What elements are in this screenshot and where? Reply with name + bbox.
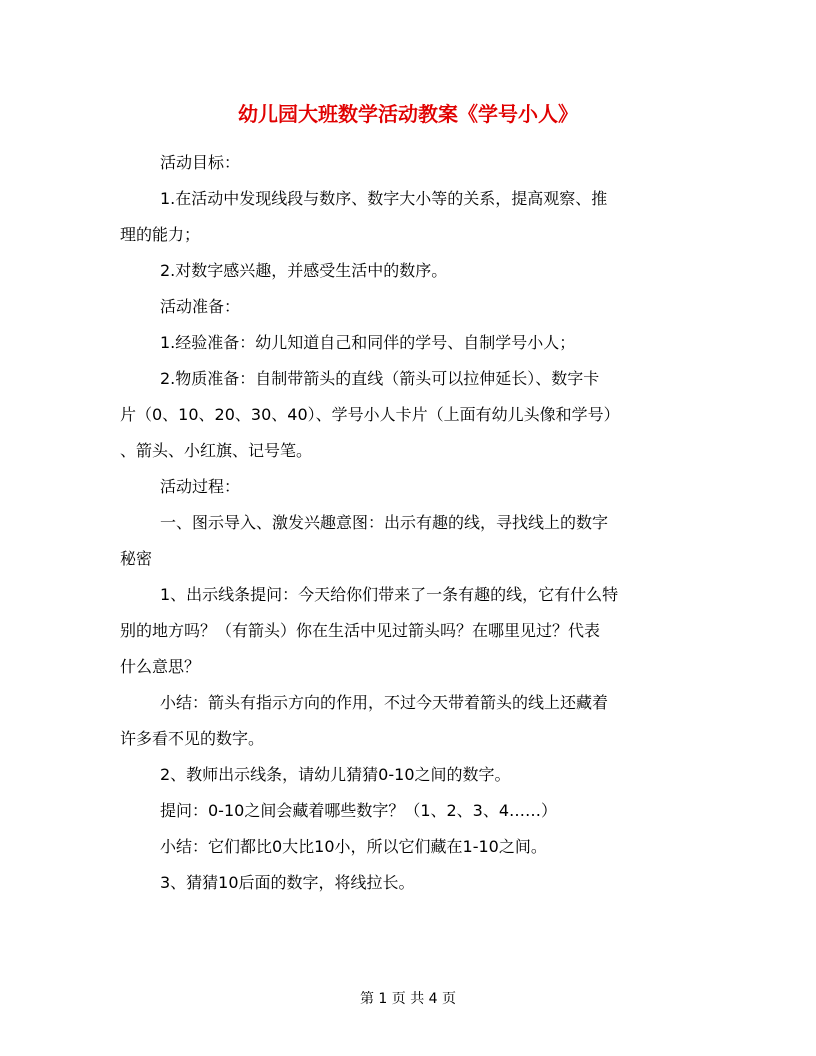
section-heading-preparation: 活动准备： [160, 297, 241, 316]
paragraph-line: 小结：箭头有指示方向的作用，不过今天带着箭头的线上还藏着 [160, 693, 609, 712]
paragraph-line: 秘密 [120, 549, 153, 568]
paragraph-line: 小结：它们都比0大比10小，所以它们藏在1-10之间。 [160, 837, 547, 856]
paragraph-line: 2.对数字感兴趣，并感受生活中的数序。 [160, 261, 448, 280]
paragraph-line: 什么意思？ [120, 657, 201, 676]
paragraph-line: 3、猜猜10后面的数字，将线拉长。 [160, 873, 415, 892]
paragraph-line: 2.物质准备：自制带箭头的直线（箭头可以拉伸延长）、数字卡 [160, 369, 600, 388]
document-title: 幼儿园大班数学活动教案《学号小人》 [238, 102, 578, 126]
section-heading-goals: 活动目标： [160, 153, 241, 172]
document-body [120, 145, 700, 901]
paragraph-line: 、箭头、小红旗、记号笔。 [120, 441, 313, 460]
section-heading-process: 活动过程： [160, 477, 241, 496]
paragraph-line: 1、出示线条提问：今天给你们带来了一条有趣的线，它有什么特 [160, 585, 619, 604]
paragraph-line: 提问：0-10之间会藏着哪些数字？（1、2、3、4……） [160, 801, 558, 820]
page-number-footer: 第 1 页 共 4 页 [359, 991, 457, 1007]
paragraph-line: 1.经验准备：幼儿知道自己和同伴的学号、自制学号小人； [160, 333, 576, 352]
paragraph-line: 许多看不见的数字。 [120, 729, 265, 748]
paragraph-line: 2、教师出示线条，请幼儿猜猜0-10之间的数字。 [160, 765, 511, 784]
paragraph-line: 1.在活动中发现线段与数序、数字大小等的关系，提高观察、推 [160, 189, 608, 208]
paragraph-line: 别的地方吗？（有箭头）你在生活中见过箭头吗？在哪里见过？代表 [120, 621, 601, 640]
paragraph-line: 理的能力； [120, 225, 201, 244]
paragraph-line: 片（0、10、20、30、40）、学号小人卡片（上面有幼儿头像和学号） [120, 405, 620, 424]
paragraph-line: 一、图示导入、激发兴趣意图：出示有趣的线，寻找线上的数字 [160, 513, 609, 532]
